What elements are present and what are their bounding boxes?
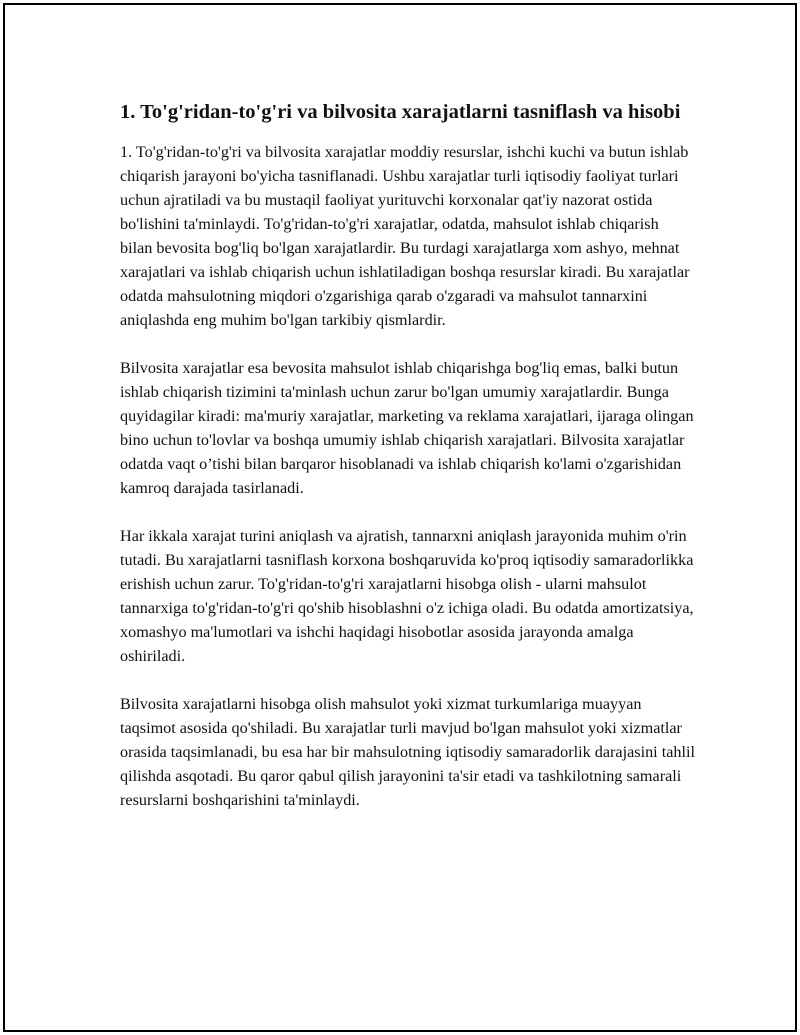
page-frame: [3, 3, 797, 1032]
paragraph-2: Bilvosita xarajatlar esa bevosita mahsulot ishlab chiqarishga bog'liq emas, balki butun ishlab chiqarish tizimini ta'minlash uchun zarur bo'lgan umumiy xarajatlardir. Bunga quyidagilar kiradi: ma'muriy xarajatlar, marketing va reklama xarajatlari, ijaraga olingan bino uchun to'lovlar va boshqa umumiy ishlab chiqarish xarajatlari. Bilvosita xarajatlar odatda vaqt o’tishi bilan barqaror hisoblanadi va ishlab chiqarish ko'lami o'zgarishidan kamroq darajada tasirlanadi.: [120, 359, 694, 497]
paragraph-1: 1. To'g'ridan-to'g'ri va bilvosita xarajatlar moddiy resurslar, ishchi kuchi va butun ishlab chiqarish jarayoni bo'yicha tasniflanadi. Ushbu xarajatlar turli iqtisodiy faoliyat turlari uchun ajratiladi va bu mustaqil faoliyat yurituvchi korxonalar qat'iy nazorat ostida bo'lishini ta'minlaydi. To'g'ridan-to'g'ri xarajatlar, odatda, mahsulot ishlab chiqarish bilan bevosita bog'liq bo'lgan xarajatlardir. Bu turdagi xarajatlarga xom ashyo, mehnat xarajatlari va ishlab chiqarish uchun ishlatiladigan boshqa resurslar kiradi. Bu xarajatlar odatda mahsulotning miqdori o'zgarishiga qarab o'zgaradi va mahsulot tannarxini aniqlashda eng muhim bo'lgan tarkibiy qismlardir.: [120, 143, 690, 329]
document-title: 1. To'g'ridan-to'g'ri va bilvosita xarajatlarni tasniflash va hisobi: [120, 101, 681, 123]
paragraph-3: Har ikkala xarajat turini aniqlash va ajratish, tannarxni aniqlash jarayonida muhim o'rin tutadi. Bu xarajatlarni tasniflash korxona boshqaruvida ko'proq iqtisodiy samaradorlikka erishish uchun zarur. To'g'ridan-to'g'ri xarajatlarni hisobga olish - ularni mahsulot tannarxiga to'g'ridan-to'g'ri qo'shib hisoblashni o'z ichiga oladi. Bu odatda amortizatsiya, xomashyo ma'lumotlari va ishchi haqidagi hisobotlar asosida jarayonda amalga oshiriladi.: [120, 527, 694, 665]
document-body: [120, 99, 695, 836]
paragraph-4: Bilvosita xarajatlarni hisobga olish mahsulot yoki xizmat turkumlariga muayyan taqsimot asosida qo'shiladi. Bu xarajatlar turli mavjud bo'lgan mahsulot yoki xizmatlar orasida taqsimlanadi, bu esa har bir mahsulotning iqtisodiy samaradorlik darajasini tahlil qilishda asqotadi. Bu qaror qabul qilish jarayonini ta'sir etadi va tashkilotning samarali resurslarni boshqarishini ta'minlaydi.: [120, 695, 695, 809]
